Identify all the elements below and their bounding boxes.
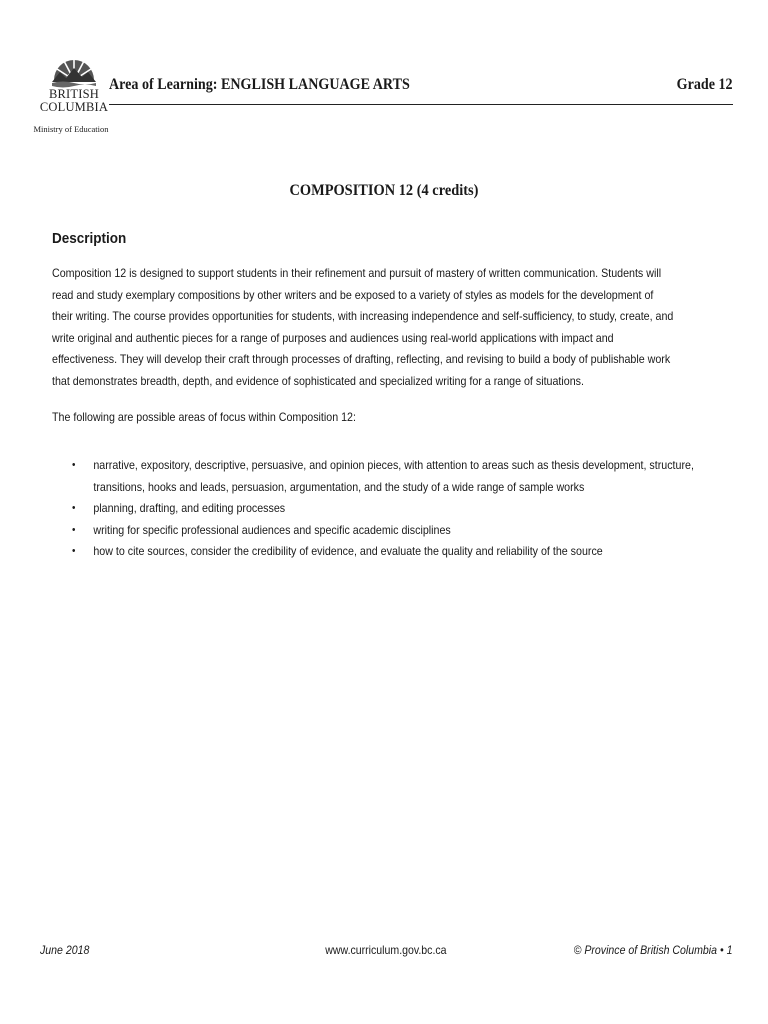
description-body: Composition 12 is designed to support students in their refinement and pursuit of mastery of written communication. Students will read and study exemplary compositions by other writers and be exposed to a variety of styles as models for the development of their writing. The course provides opportunities for students, with increasing independence and self-sufficiency, to study, create, and write original and authentic pieces for a range of purposes and audiences using real-world applications with impact and effectiveness. They will develop their craft through processes of drafting, reflecting, and revising to build a body of publishable work that demonstrates breadth, depth, and evidence of sophisticated and specialized writing for a range of situations. <box>52 266 674 388</box>
list-item-text: how to cite sources, consider the credibility of evidence, and evaluate the quality and reliability of the source <box>93 544 603 558</box>
list-item <box>72 498 695 520</box>
focus-intro: The following are possible areas of focus within Composition 12: <box>52 410 356 424</box>
ministry-label: Ministry of Education <box>33 124 109 134</box>
bullet-icon: • <box>72 523 76 536</box>
bullet-icon: • <box>72 502 76 514</box>
focus-areas-list <box>72 455 695 563</box>
area-of-learning-title: Area of Learning: ENGLISH LANGUAGE ARTS <box>109 76 410 93</box>
description-heading: Description <box>52 230 127 247</box>
sun-mountain-emblem-icon <box>52 42 96 88</box>
list-item-text: planning, drafting, and editing processes <box>93 501 286 515</box>
bc-government-logo <box>33 42 110 152</box>
list-item-text: writing for specific professional audiences and specific academic disciplines <box>93 522 451 537</box>
bullet-icon: • <box>72 545 76 557</box>
page-footer <box>40 943 732 963</box>
footer-date: June 2018 <box>40 943 90 957</box>
grade-label: Grade 12 <box>677 76 733 93</box>
page-header <box>109 74 733 105</box>
footer-url-link[interactable]: www.curriculum.gov.bc.ca <box>325 943 447 957</box>
course-title-text: COMPOSITION 12 (4 credits) <box>289 182 479 199</box>
logo-text-british: BRITISH <box>48 87 99 101</box>
list-item <box>72 520 695 542</box>
course-title <box>0 182 768 200</box>
list-item <box>72 541 695 563</box>
footer-copyright: © Province of British Columbia • 1 <box>573 943 732 957</box>
list-item <box>72 455 695 498</box>
logo-text-columbia: COLUMBIA <box>39 100 109 114</box>
bullet-icon: • <box>72 459 76 471</box>
list-item-text: narrative, expository, descriptive, persuasive, and opinion pieces, with attention to areas such as thesis development, structure, transitions, hooks and leads, persuasion, argumentation, and the study of a wide range of sample works <box>93 458 694 494</box>
